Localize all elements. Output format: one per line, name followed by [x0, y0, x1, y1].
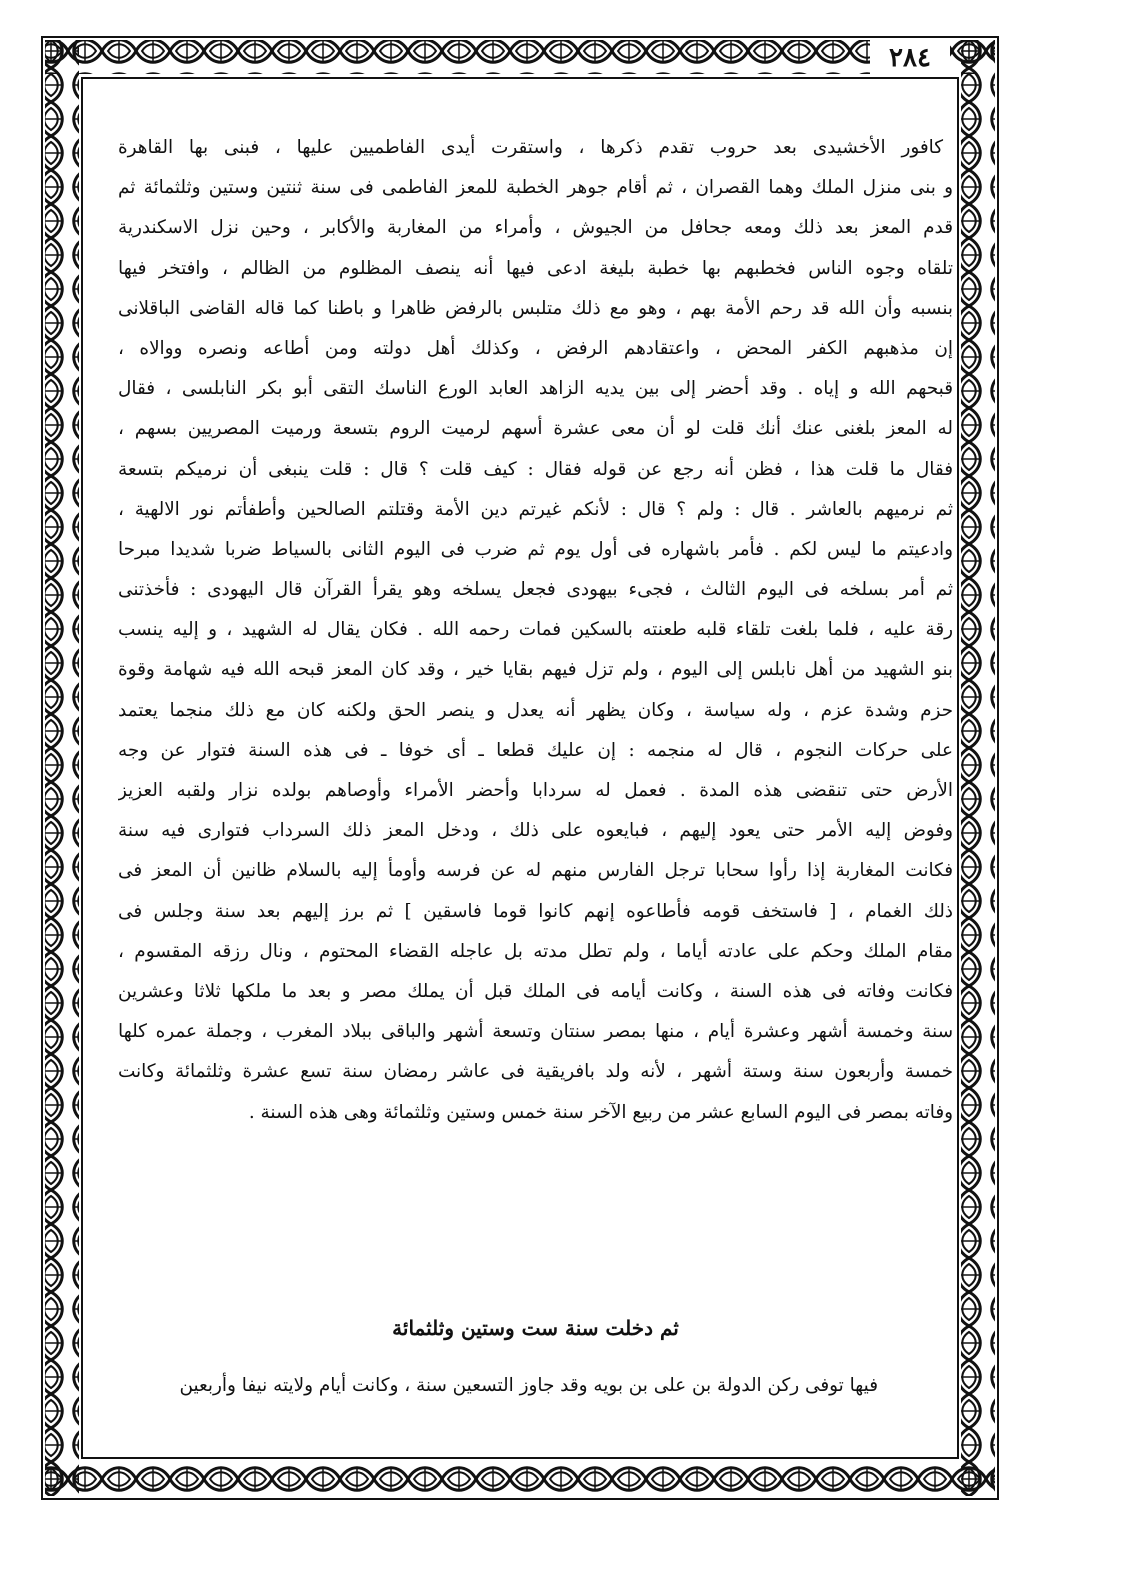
text-line: فقال ما قلت هذا ، فظن أنه رجع عن قوله فقال : كيف قلت ؟ قال : قلت ينبغى أن نرميكم بتسعة	[118, 458, 953, 480]
text-line: بنو الشهيد من أهل نابلس إلى اليوم ، ولم تزل فيهم بقايا خير ، وقد كان المعز قبحه الله فيه شهامة وقوة	[118, 659, 953, 681]
text-line: و بنى منزل الملك وهما القصران ، ثم أقام جوهر الخطبة للمعز الفاطمى فى سنة ثنتين وستين وثلثمائة ثم	[118, 177, 953, 199]
text-line: بنسبه وأن الله قد رحم الأمة بهم ، وهو مع ذلك متلبس بالرفض ظاهرا و باطنا كما قاله القاضى الباقلانى	[118, 297, 953, 319]
text-line: ثم أمر بسلخه فى اليوم الثالث ، فجىء بيهودى فجعل يسلخه وهو يقرأ القرآن قال اليهودى : فأخذتنى	[118, 579, 953, 601]
text-line: فكانت وفاته فى هذه السنة ، وكانت أيامه فى الملك قبل أن يملك مصر و بعد ما ملكها ثلاثا وعشرين	[118, 980, 953, 1002]
border-bottom	[45, 1462, 995, 1496]
text-line: ثم نرميهم بالعاشر . قال : ولم ؟ قال : لأنكم غيرتم دين الأمة وقتلتم الصالحين وأطفأتم نور الالهية ،	[118, 498, 953, 520]
text-line: تلقاه وجوه الناس فخطبهم بها خطبة بليغة ادعى فيها أنه ينصف المظلوم من الظالم ، وافتخر فيها	[118, 257, 953, 279]
text-line: له المعز بلغنى عنك أنك قلت لو أن معى عشرة أسهم لرميت الروم بتسعة ورميت المصريين بسهم ،	[118, 418, 953, 440]
text-line: وفاته بمصر فى اليوم السابع عشر من ربيع الآخر سنة خمس وستين وثلثمائة وهى هذه السنة .	[248, 1101, 953, 1123]
page-number: ٢٨٤	[870, 40, 950, 76]
border-top	[45, 40, 995, 74]
final-paragraph: فيها توفى ركن الدولة بن على بن بويه وقد جاوز التسعين سنة ، وكانت أيام ولايته نيفا وأربعين	[179, 1375, 878, 1396]
text-line: فكانت المغاربة إذا رأوا سحابا ترجل الفارس منهم له عن فرسه وأومأ إليه بالسلام ظانين أن المعز فى	[118, 860, 953, 882]
section-heading: ثم دخلت سنة ست وستين وثلثمائة	[392, 1316, 679, 1340]
border-left	[45, 40, 79, 1496]
text-line: على حركات النجوم ، قال له منجمه : إن عليك قطعا ـ أى خوفا ـ فى هذه السنة فتوار عن وجه	[118, 739, 953, 761]
text-line: قدم المعز بعد ذلك ومعه جحافل من الجيوش ، وأمراء من المغاربة والأكابر ، وحين نزل الاسكندرية	[118, 217, 953, 239]
text-line: وادعيتم ما ليس لكم . فأمر باشهاره فى أول يوم ثم ضرب فى اليوم الثانى بالسياط ضربا شديدا مبرحا	[118, 538, 953, 560]
text-line: ذلك الغمام ، [ فاستخف قومه فأطاعوه إنهم كانوا قوما فاسقين ] ثم برز إليهم بعد سنة وجلس فى	[118, 900, 953, 922]
text-line: سنة وخمسة أشهر وعشرة أيام ، منها بمصر سنتان وتسعة أشهر والباقى ببلاد المغرب ، وجملة عمره كلها	[118, 1021, 953, 1043]
text-line: الأرض حتى تنقضى هذه المدة . فعمل له سردابا وأحضر الأمراء وأوصاهم بولده نزار ولقبه العزيز	[118, 780, 953, 801]
text-line: قبحهم الله و إياه . وقد أحضر إلى بين يديه الزاهد العابد الورع الناسك التقى أبو بكر النابلسى ، فقال	[118, 378, 953, 400]
text-line: إن مذهبهم الكفر المحض ، واعتقادهم الرفض ، وكذلك أهل دولته ومن أطاعه ونصره ووالاه ،	[118, 337, 953, 359]
text-line: وفوض إليه الأمر حتى يعود إليهم ، فبايعوه على ذلك ، ودخل المعز ذلك السرداب فتوارى فيه سنة	[118, 820, 953, 842]
border-right	[961, 40, 995, 1496]
text-line: كافور الأخشيدى بعد حروب تقدم ذكرها ، واستقرت أيدى الفاطميين عليها ، فبنى بها القاهرة	[118, 137, 943, 158]
text-line: مقام الملك وحكم على عادته أياما ، ولم تطل مدته بل عاجله القضاء المحتوم ، ونال رزقه المقسوم ،	[118, 940, 953, 962]
text-line: خمسة وأربعون سنة وستة أشهر ، لأنه ولد بافريقية فى عاشر رمضان سنة تسع عشرة وثلثمائة وكانت	[118, 1061, 953, 1083]
main-text	[118, 128, 953, 1133]
text-line: رقة عليه ، فلما بلغت تلقاء قلبه طعنته بالسكين فمات رحمه الله . فكان يقال له الشهيد ، و إليه ينسب	[118, 619, 953, 641]
text-line: حزم وشدة عزم ، وله سياسة ، وكان يظهر أنه يعدل و ينصر الحق ولكنه كان مع ذلك منجما يعتمد	[118, 699, 953, 721]
